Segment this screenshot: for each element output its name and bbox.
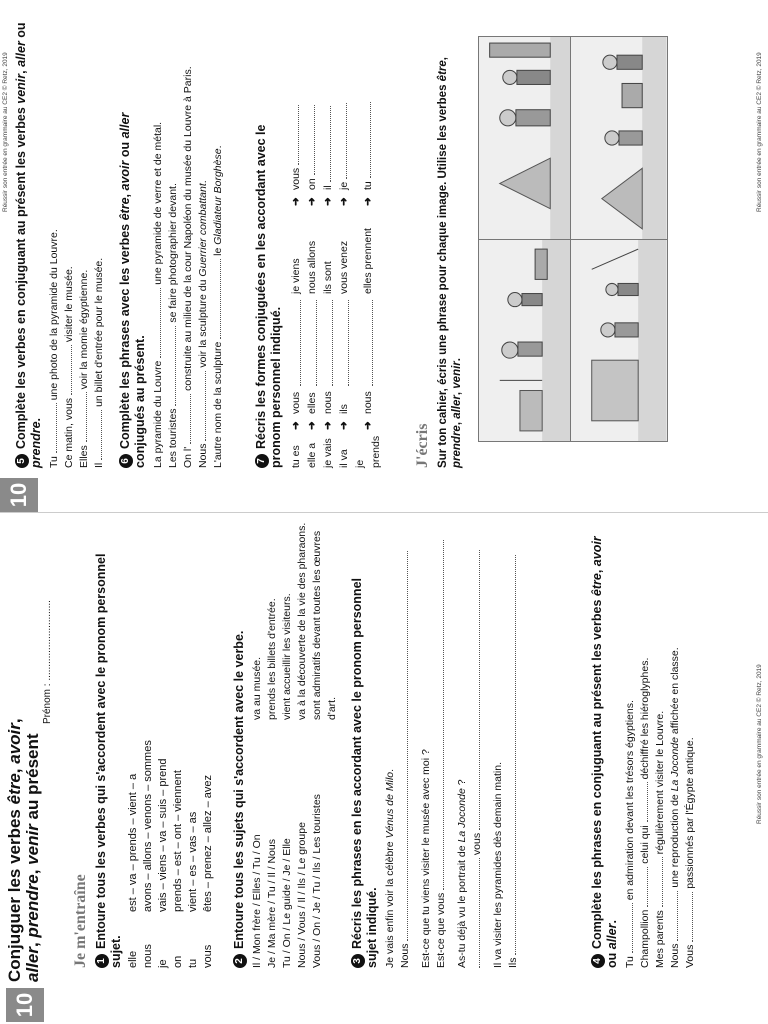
conjugation-table: tu es ➜ vous je viens ➜ vous elle a ➜ elles nous allons ➜ on je vais ➜ nous ils sont ➜ il il va ➜ ils vous venez ➜ je je prends ➜ nous elles prennent ➜ tu: [288, 8, 384, 468]
expedition-drawing: [571, 239, 667, 441]
answer-line[interactable]: Ils: [506, 518, 521, 968]
exercise-2-title: 2Entoure tous les sujets qui s'accordent avec le verbe.: [232, 518, 247, 968]
section-heading: J'écris: [414, 423, 431, 468]
answer-cell[interactable]: il: [320, 90, 336, 190]
exercise-1: [94, 518, 216, 968]
exercise-4: [590, 518, 698, 968]
list-item[interactable]: elle est – va – prends – vient – a: [127, 773, 139, 968]
exercise-5: [14, 8, 107, 468]
list-item[interactable]: je vais – viens – va – suis – prend: [157, 758, 169, 968]
copyright-note: Réussir son entrée en grammaire au CE2 © Retz, 2019: [2, 52, 9, 212]
exercise-6: [118, 8, 226, 468]
arrow-icon: ➜: [322, 197, 334, 206]
fill-line[interactable]: Tu une photo de la pyramide du Louvre.: [48, 229, 60, 468]
answer-blank[interactable]: [307, 300, 317, 386]
exercise-2: 2Entoure tous les sujets qui s'accordent avec le verbe. Il / Mon frère / Elles / Tu / On va au musée. Je / Ma mère / Tu / Il / Nous prends les billets d'entrée. Tu / On / Le guide / Je / Elle vient accueillir les visiteurs. Nous / Vous / Il / Ils / Le groupe va à la découverte de la vie des pharaons. Vous / On / Je / Tu / Ils / Les touristes sont admiratifs devant toutes les œuvres d'art.: [232, 518, 340, 968]
exercise-4-title: 4Complète les phrases en conjuguant au présent les verbes être, avoir ou aller.: [590, 536, 619, 968]
subject-choices[interactable]: Je / Ma mère / Tu / Il / Nous: [266, 839, 278, 968]
museum-drawing: [479, 37, 571, 239]
fill-line[interactable]: Champollion celui qui déchiffré les hiéroglyphes.: [639, 657, 651, 968]
page-number: 10: [6, 988, 44, 1022]
arrow-icon: ➜: [362, 197, 374, 206]
page-title: Conjuguer les verbes être, avoir, aller, prendre, venir au présent: [5, 718, 42, 982]
exercise-7-title: 7Récris les formes conjuguées en les accordant avec le pronom personnel indiqué.: [254, 124, 283, 468]
illustration-expedition: [570, 238, 668, 442]
list-item[interactable]: on prends – est – ont – viennent: [172, 770, 184, 968]
copyright-note: Réussir son entrée en grammaire au CE2 © Retz, 2019: [756, 52, 763, 212]
subject-choices[interactable]: Il / Mon frère / Elles / Tu / On: [251, 834, 263, 968]
fill-line[interactable]: Les touristes se faire photographier devant.: [167, 183, 179, 468]
exercise-5-title: 5Complète les verbes en conjuguant au présent les verbes venir, aller ou prendre.: [14, 22, 43, 468]
excavation-drawing: [479, 239, 571, 441]
fill-line[interactable]: Vous passionnés par l'Égypte antique.: [684, 737, 696, 968]
page-number: 10: [0, 478, 38, 512]
answer-blank[interactable]: [323, 300, 333, 386]
fill-line[interactable]: Elles voir la momie égyptienne.: [78, 269, 90, 468]
exercise-3-title: 3Récris les phrases en les accordant avec le pronom personnel sujet indiqué.: [350, 578, 379, 968]
illustration-excavation: [478, 238, 572, 442]
answer-blank[interactable]: [363, 300, 373, 386]
exercise-6-title: 6Complète les phrases avec les verbes être, avoir ou aller conjugués au présent.: [118, 112, 147, 468]
arrow-icon: ➜: [306, 421, 318, 430]
list-item[interactable]: nous avons – allons – venons – sommes: [142, 740, 154, 968]
fill-line[interactable]: Il un billet d'entrée pour le musée.: [93, 257, 105, 468]
answer-cell[interactable]: vous: [288, 90, 304, 190]
answer-line[interactable]: vous: [470, 518, 485, 968]
left-page: [0, 512, 768, 1024]
subject-choices[interactable]: Tu / On / Le guide / Je / Elle: [281, 838, 293, 968]
exercise-1-title: 1Entoure tous les verbes qui s'accordent avec le pronom personnel sujet.: [94, 553, 123, 968]
arrow-icon: ➜: [290, 421, 302, 430]
writing-instructions: Sur ton cahier, écris une phrase pour chaque image. Utilise les verbes être, prendre, aller, venir.: [437, 57, 463, 468]
copyright-note: Réussir son entrée en grammaire au CE2 © Retz, 2019: [756, 664, 763, 824]
arrow-icon: ➜: [338, 421, 350, 430]
fill-line[interactable]: Mes parents régulièrement visiter le Louvre.: [654, 710, 666, 968]
arrow-icon: ➜: [338, 197, 350, 206]
list-item[interactable]: vous êtes – prenez – allez – avez: [202, 775, 214, 968]
answer-cell[interactable]: je: [336, 90, 352, 190]
illustration-camp: [570, 36, 668, 240]
arrow-icon: ➜: [322, 421, 334, 430]
fill-line[interactable]: L'autre nom de la sculpture le Gladiateur Borghèse.: [212, 145, 224, 468]
answer-blank[interactable]: [291, 300, 301, 386]
fill-line[interactable]: Nous une reproduction de La Joconde affichée en classe.: [669, 647, 681, 968]
section-heading: Je m'entraîne: [72, 874, 89, 968]
camp-drawing: [571, 37, 667, 239]
answer-line[interactable]: Est-ce que vous: [434, 518, 449, 968]
subject-choices[interactable]: Nous / Vous / Il / Ils / Le groupe: [296, 822, 308, 968]
answer-cell[interactable]: tu: [360, 90, 376, 190]
arrow-icon: ➜: [362, 421, 374, 430]
fill-line[interactable]: Ce matin, vous visiter le musée.: [63, 266, 75, 468]
exercise-3: 3Récris les phrases en les accordant avec le pronom personnel sujet indiqué. Je vais enfin voir la célèbre Vénus de Milo. Nous Est-ce que tu viens visiter le musée avec moi ? Est-ce que vous As-tu déjà vu le portrait de La Joconde ? vous Il va visiter les pyramides dès demain matin. Ils: [350, 518, 521, 968]
fill-line[interactable]: Nous voir la sculpture du Guerrier combattant.: [197, 180, 209, 468]
answer-cell[interactable]: on: [304, 90, 320, 190]
illustration-museum: [478, 36, 572, 240]
subject-choices[interactable]: Vous / On / Je / Tu / Ils / Les touristes: [311, 794, 323, 968]
answer-blank[interactable]: [339, 300, 349, 386]
fill-line[interactable]: La pyramide du Louvre une pyramide de verre et de métal.: [152, 121, 164, 468]
fill-line[interactable]: Tu en admiration devant les trésors égyptiens.: [624, 700, 636, 968]
arrow-icon: ➜: [306, 197, 318, 206]
arrow-icon: ➜: [290, 197, 302, 206]
answer-line[interactable]: Nous: [398, 518, 413, 968]
exercise-7: [254, 8, 384, 468]
prenom-field[interactable]: Prénom : .............................: [42, 600, 53, 724]
list-item[interactable]: tu vient – es – vas – as: [187, 811, 199, 968]
fill-line[interactable]: On l' construite au milieu de la cour Napoléon du musée du Louvre à Paris.: [182, 66, 194, 468]
